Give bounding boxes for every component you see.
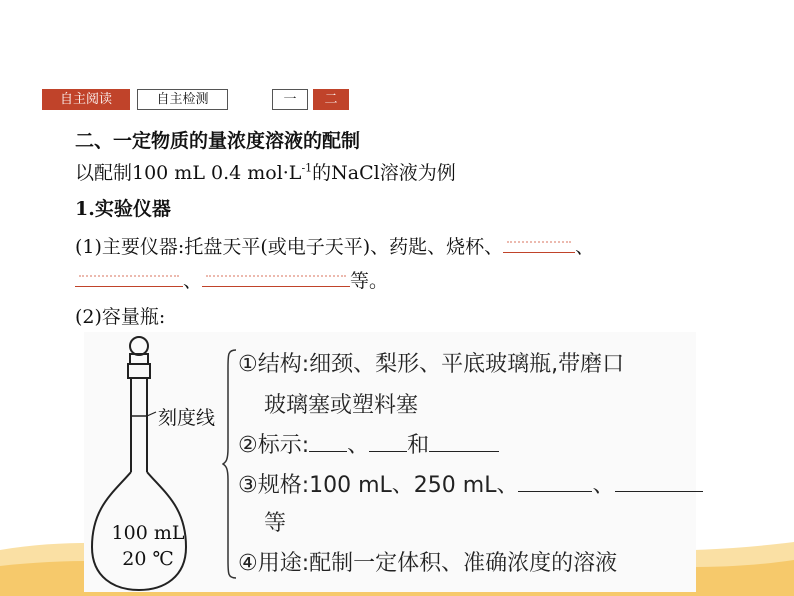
tab-self-check[interactable]: 自主检测 <box>137 89 228 110</box>
spec-label: ③规格:100 mL、250 mL、 <box>238 473 519 498</box>
marking-blank-2[interactable] <box>369 431 407 452</box>
answer-blank-1[interactable] <box>503 234 575 253</box>
answer-blank-2[interactable] <box>75 268 183 287</box>
tab-part-one[interactable]: 一 <box>272 89 308 110</box>
scale-line-label: 刻度线 <box>158 407 216 429</box>
spec-line <box>238 468 703 499</box>
tab-part-two[interactable]: 二 <box>313 89 349 110</box>
main-instruments-line <box>75 232 594 259</box>
spec-sep: 、 <box>592 473 615 498</box>
spec-blank-2[interactable] <box>615 471 703 492</box>
structure-line-2: 玻璃塞或塑料塞 <box>264 393 419 418</box>
marking-blank-3[interactable] <box>429 431 499 452</box>
intro-line <box>75 158 456 185</box>
marking-label: ②标示: <box>238 433 310 458</box>
marking-line <box>238 428 499 459</box>
heading-instruments <box>75 194 171 221</box>
brace-icon <box>222 348 238 580</box>
flask-temperature: 20 ℃ <box>122 548 174 570</box>
marking-sep: 、 <box>347 433 370 458</box>
section-title: 二、一定物质的量浓度溶液的配制 <box>75 130 361 152</box>
intro-suffix: 的NaCl溶液为例 <box>312 162 456 184</box>
answer-blank-3[interactable] <box>202 268 350 287</box>
heading-number: 1 <box>75 198 89 220</box>
usage-line: ④用途:配制一定体积、准确浓度的溶液 <box>238 551 618 576</box>
heading-text: .实验仪器 <box>88 198 171 220</box>
flask-volume: 100 mL <box>111 522 185 544</box>
intro-prefix: 以配制100 mL 0.4 mol·L <box>75 162 302 184</box>
main-instruments-line-2 <box>75 266 388 293</box>
main-instruments-text: (1)主要仪器:托盘天平(或电子天平)、药匙、烧杯、 <box>75 236 504 258</box>
sep-comma-1: 、 <box>575 236 595 258</box>
intro-sup: -1 <box>301 161 313 175</box>
tab-self-reading[interactable]: 自主阅读 <box>42 89 130 110</box>
marking-blank-1[interactable] <box>309 431 347 452</box>
spec-etc: 等 <box>264 511 287 536</box>
spec-blank-1[interactable] <box>518 471 592 492</box>
etc-text: 等。 <box>350 270 389 292</box>
marking-and: 和 <box>407 433 430 458</box>
sep-comma-2: 、 <box>183 270 203 292</box>
structure-line-1: ①结构:细颈、梨形、平底玻璃瓶,带磨口 <box>238 352 625 377</box>
volumetric-flask-heading: (2)容量瓶: <box>75 306 166 328</box>
